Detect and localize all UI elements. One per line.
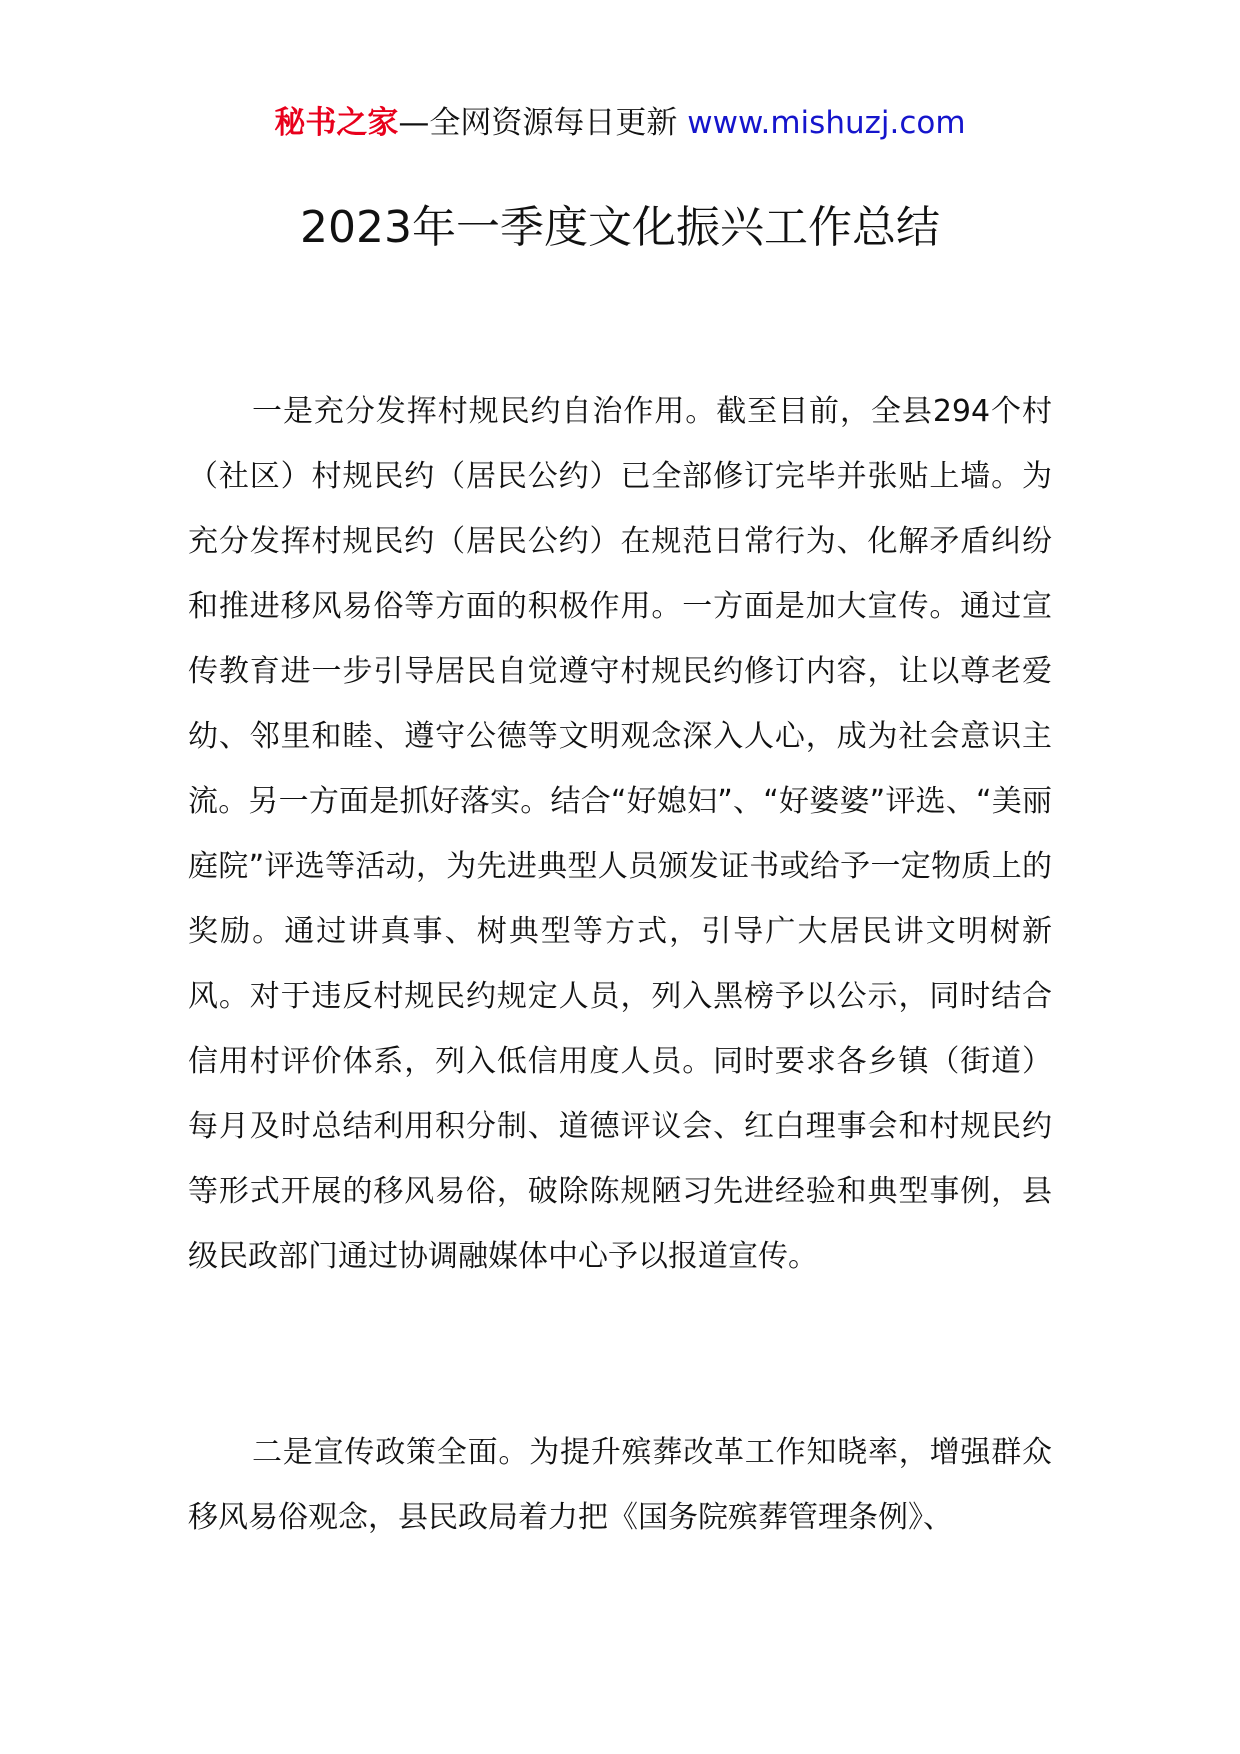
brand-name: 秘书之家 bbox=[274, 105, 399, 141]
site-url-link[interactable]: www.mishuzj.com bbox=[687, 105, 966, 141]
document-title: 2023年一季度文化振兴工作总结 bbox=[300, 202, 940, 253]
site-header bbox=[0, 103, 1240, 143]
body-paragraph: 一是充分发挥村规民约自治作用。截至目前，全县294个村（社区）村规民约（居民公约）已全部修订完毕并张贴上墙。为充分发挥村规民约（居民公约）在规范日常行为、化解矛盾纠纷和推进移风易俗等方面的积极作用。一方面是加大宣传。通过宣传教育进一步引导居民自觉遵守村规民约修订内容，让以尊老爱幼、邻里和睦、遵守公德等文明观念深入人心，成为社会意识主流。另一方面是抓好落实。结合“好媳妇”、“好婆婆”评选、“美丽庭院”评选等活动，为先进典型人员颁发证书或给予一定物质上的奖励。通过讲真事、树典型等方式，引导广大居民讲文明树新风。对于违反村规民约规定人员，列入黑榜予以公示，同时结合信用村评价体系，列入低信用度人员。同时要求各乡镇（街道）每月及时总结利用积分制、道德评议会、红白理事会和村规民约等形式开展的移风易俗，破除陈规陋习先进经验和典型事例，县级民政部门通过协调融媒体中心予以报道宣传。 bbox=[188, 394, 1052, 1274]
header-tagline: —全网资源每日更新 bbox=[398, 105, 688, 141]
body-paragraph: 二是宣传政策全面。为提升殡葬改革工作知晓率，增强群众移风易俗观念，县民政局着力把《国务院殡葬管理条例》、 bbox=[188, 1435, 1052, 1535]
